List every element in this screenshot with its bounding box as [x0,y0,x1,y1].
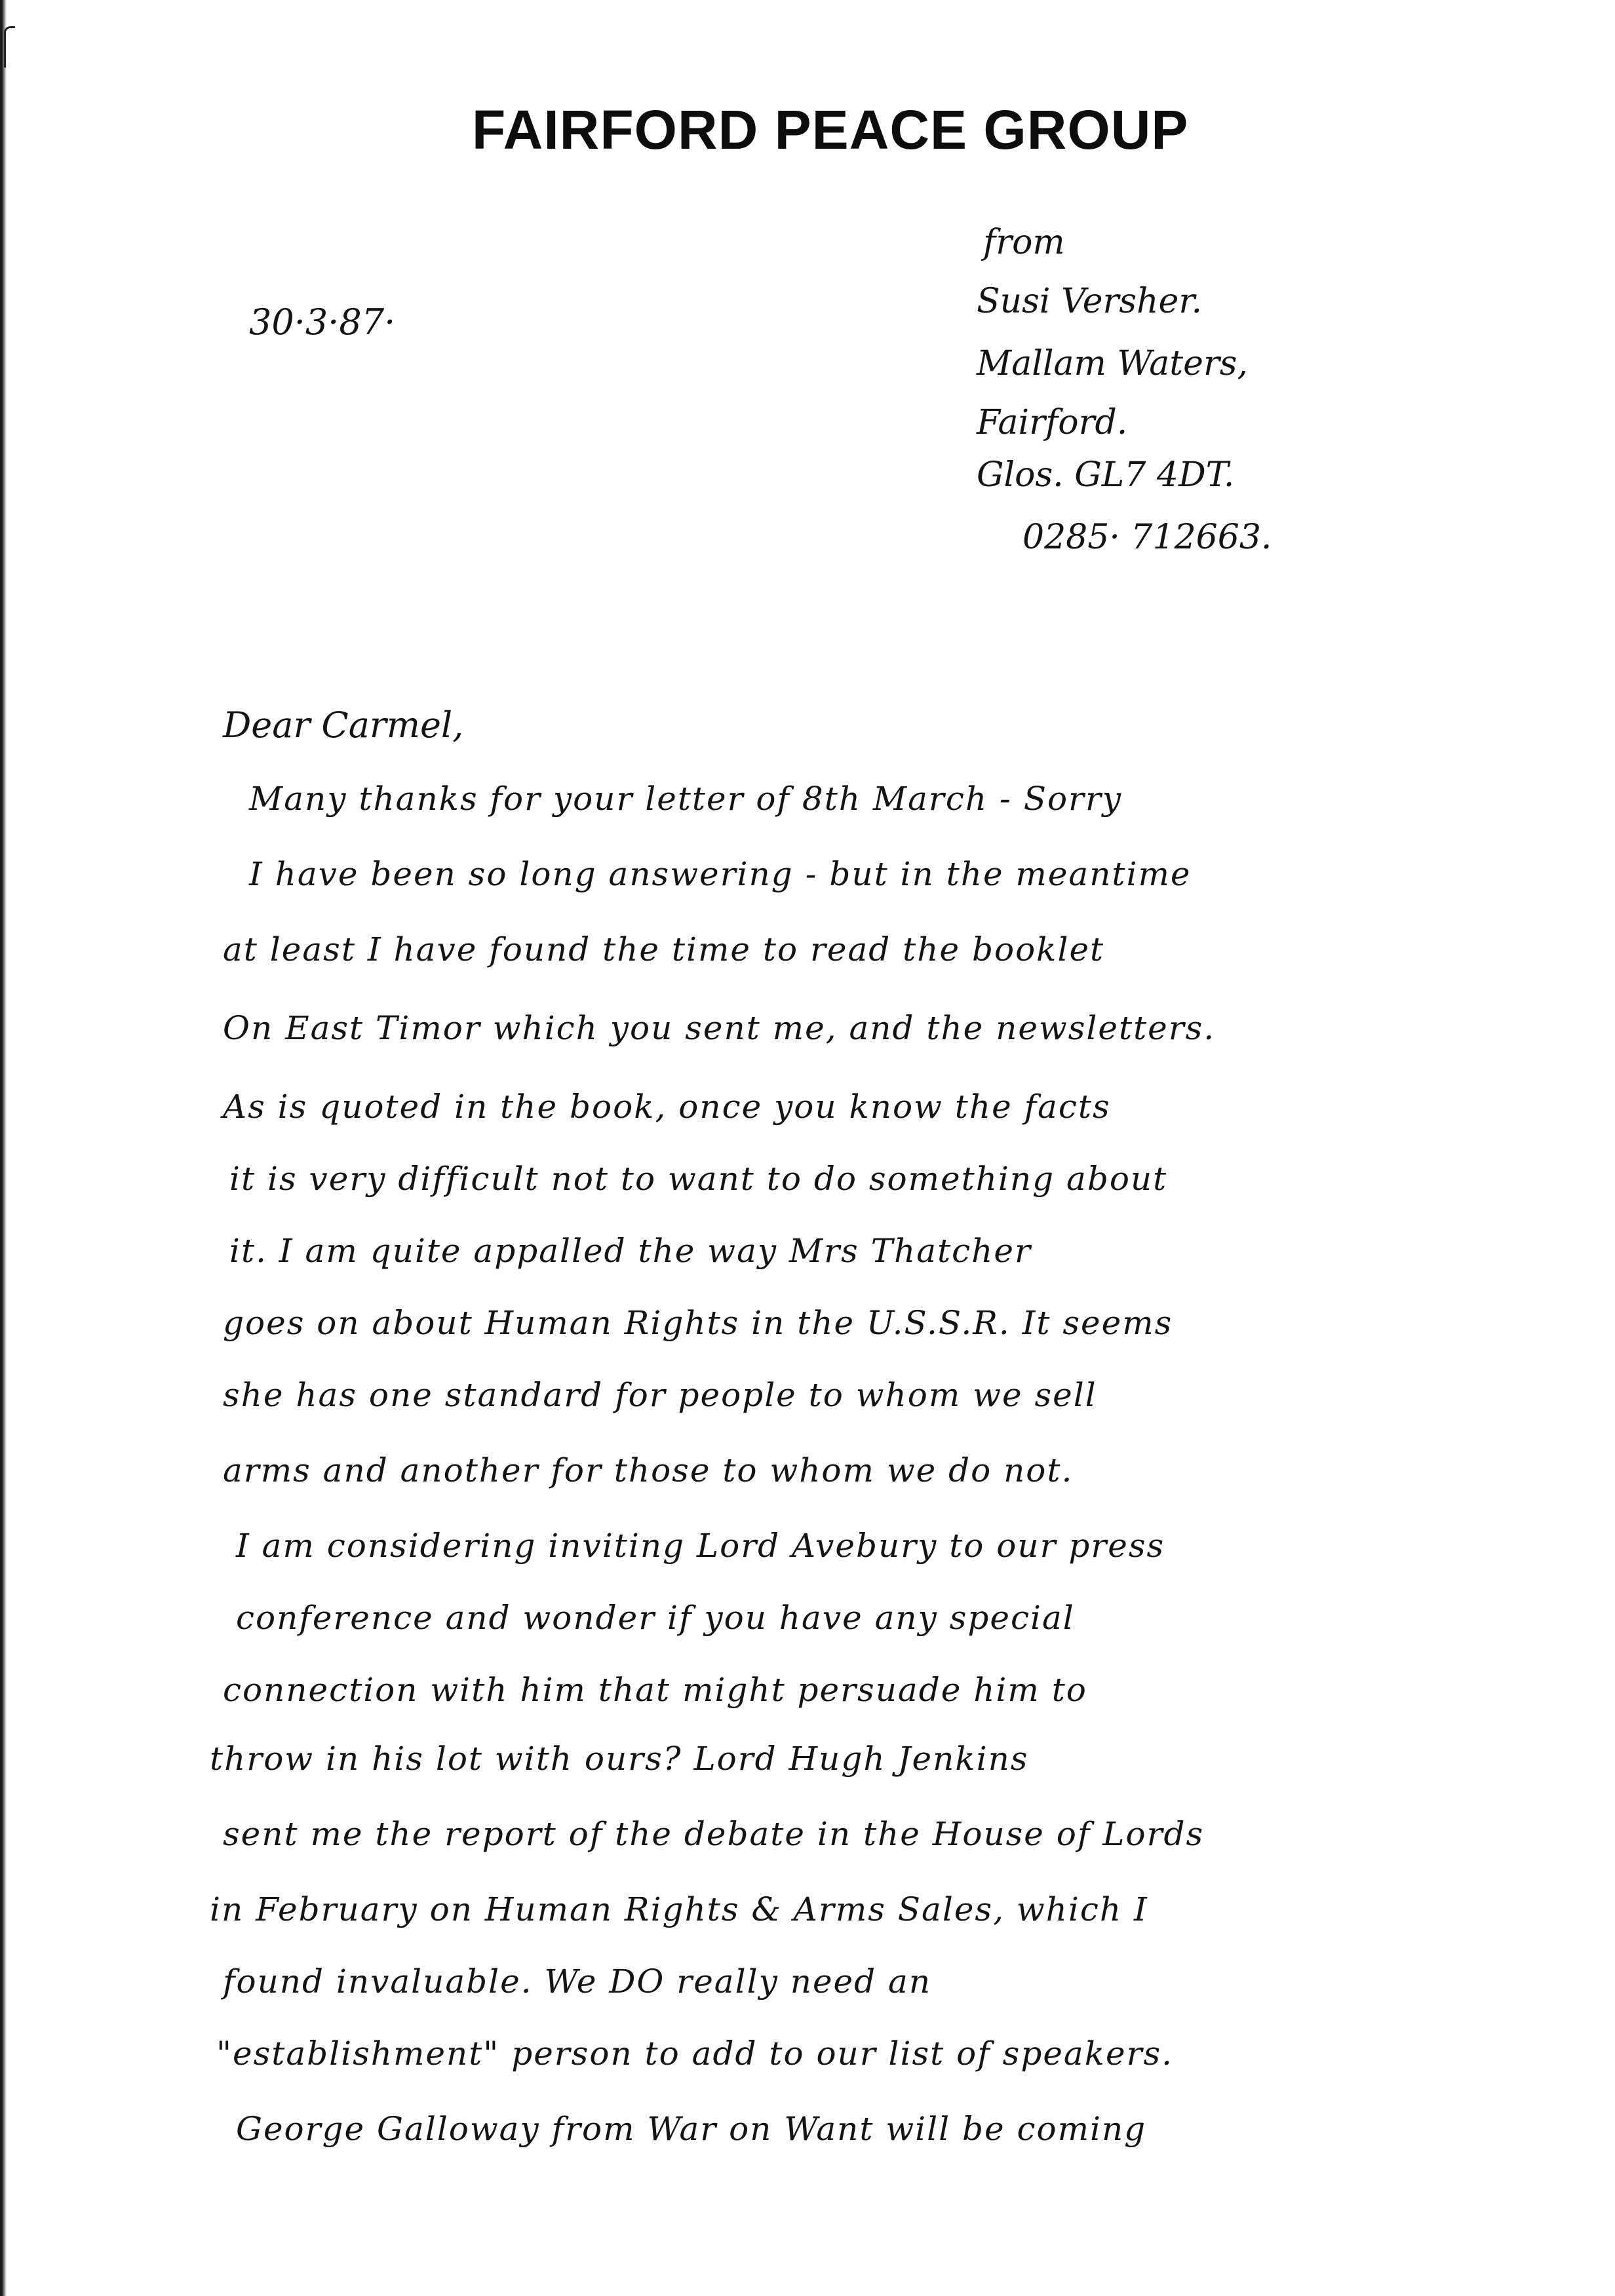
sender-address-line: Fairford. [977,403,1128,442]
salutation: Dear Carmel, [223,704,464,746]
body-line: it. I am quite appalled the way Mrs Thatcher [229,1232,1032,1270]
sender-name: Susi Versher. [977,282,1202,321]
body-line: sent me the report of the debate in the House of Lords [223,1815,1205,1853]
body-line: throw in his lot with ours? Lord Hugh Jenkins [210,1740,1029,1778]
body-line: it is very difficult not to want to do something about [229,1160,1168,1198]
body-line: found invaluable. We DO really need an [223,1962,932,2000]
body-line: arms and another for those to whom we do not. [223,1451,1074,1489]
letterhead-title: FAIRFORD PEACE GROUP [472,99,1189,161]
sender-phone: 0285· 712663. [1022,518,1272,557]
scan-edge [0,0,7,2296]
body-line: Many thanks for your letter of 8th March - Sorry [249,780,1123,818]
body-line: As is quoted in the book, once you know the facts [223,1088,1111,1126]
sender-address-line: Mallam Waters, [977,344,1249,383]
body-line: I am considering inviting Lord Avebury to our press [236,1527,1165,1565]
body-line: I have been so long answering - but in the meantime [249,855,1192,893]
sender-from-label: from [983,223,1065,262]
body-line: goes on about Human Rights in the U.S.S.R. It seems [223,1304,1173,1342]
body-line: at least I have found the time to read the booklet [223,930,1105,968]
body-line: she has one standard for people to whom we sell [223,1376,1097,1414]
sender-address-line: Glos. GL7 4DT. [977,455,1235,495]
body-line: in February on Human Rights & Arms Sales, which I [210,1890,1148,1928]
body-line: "establishment" person to add to our list of speakers. [216,2035,1174,2073]
body-line: connection with him that might persuade him to [223,1671,1087,1709]
body-line: conference and wonder if you have any special [236,1599,1075,1637]
scan-edge-mark [4,26,15,67]
letter-date: 30·3·87· [249,301,396,343]
body-line: On East Timor which you sent me, and the newsletters. [223,1009,1216,1047]
body-line: George Galloway from War on Want will be coming [236,2110,1147,2148]
